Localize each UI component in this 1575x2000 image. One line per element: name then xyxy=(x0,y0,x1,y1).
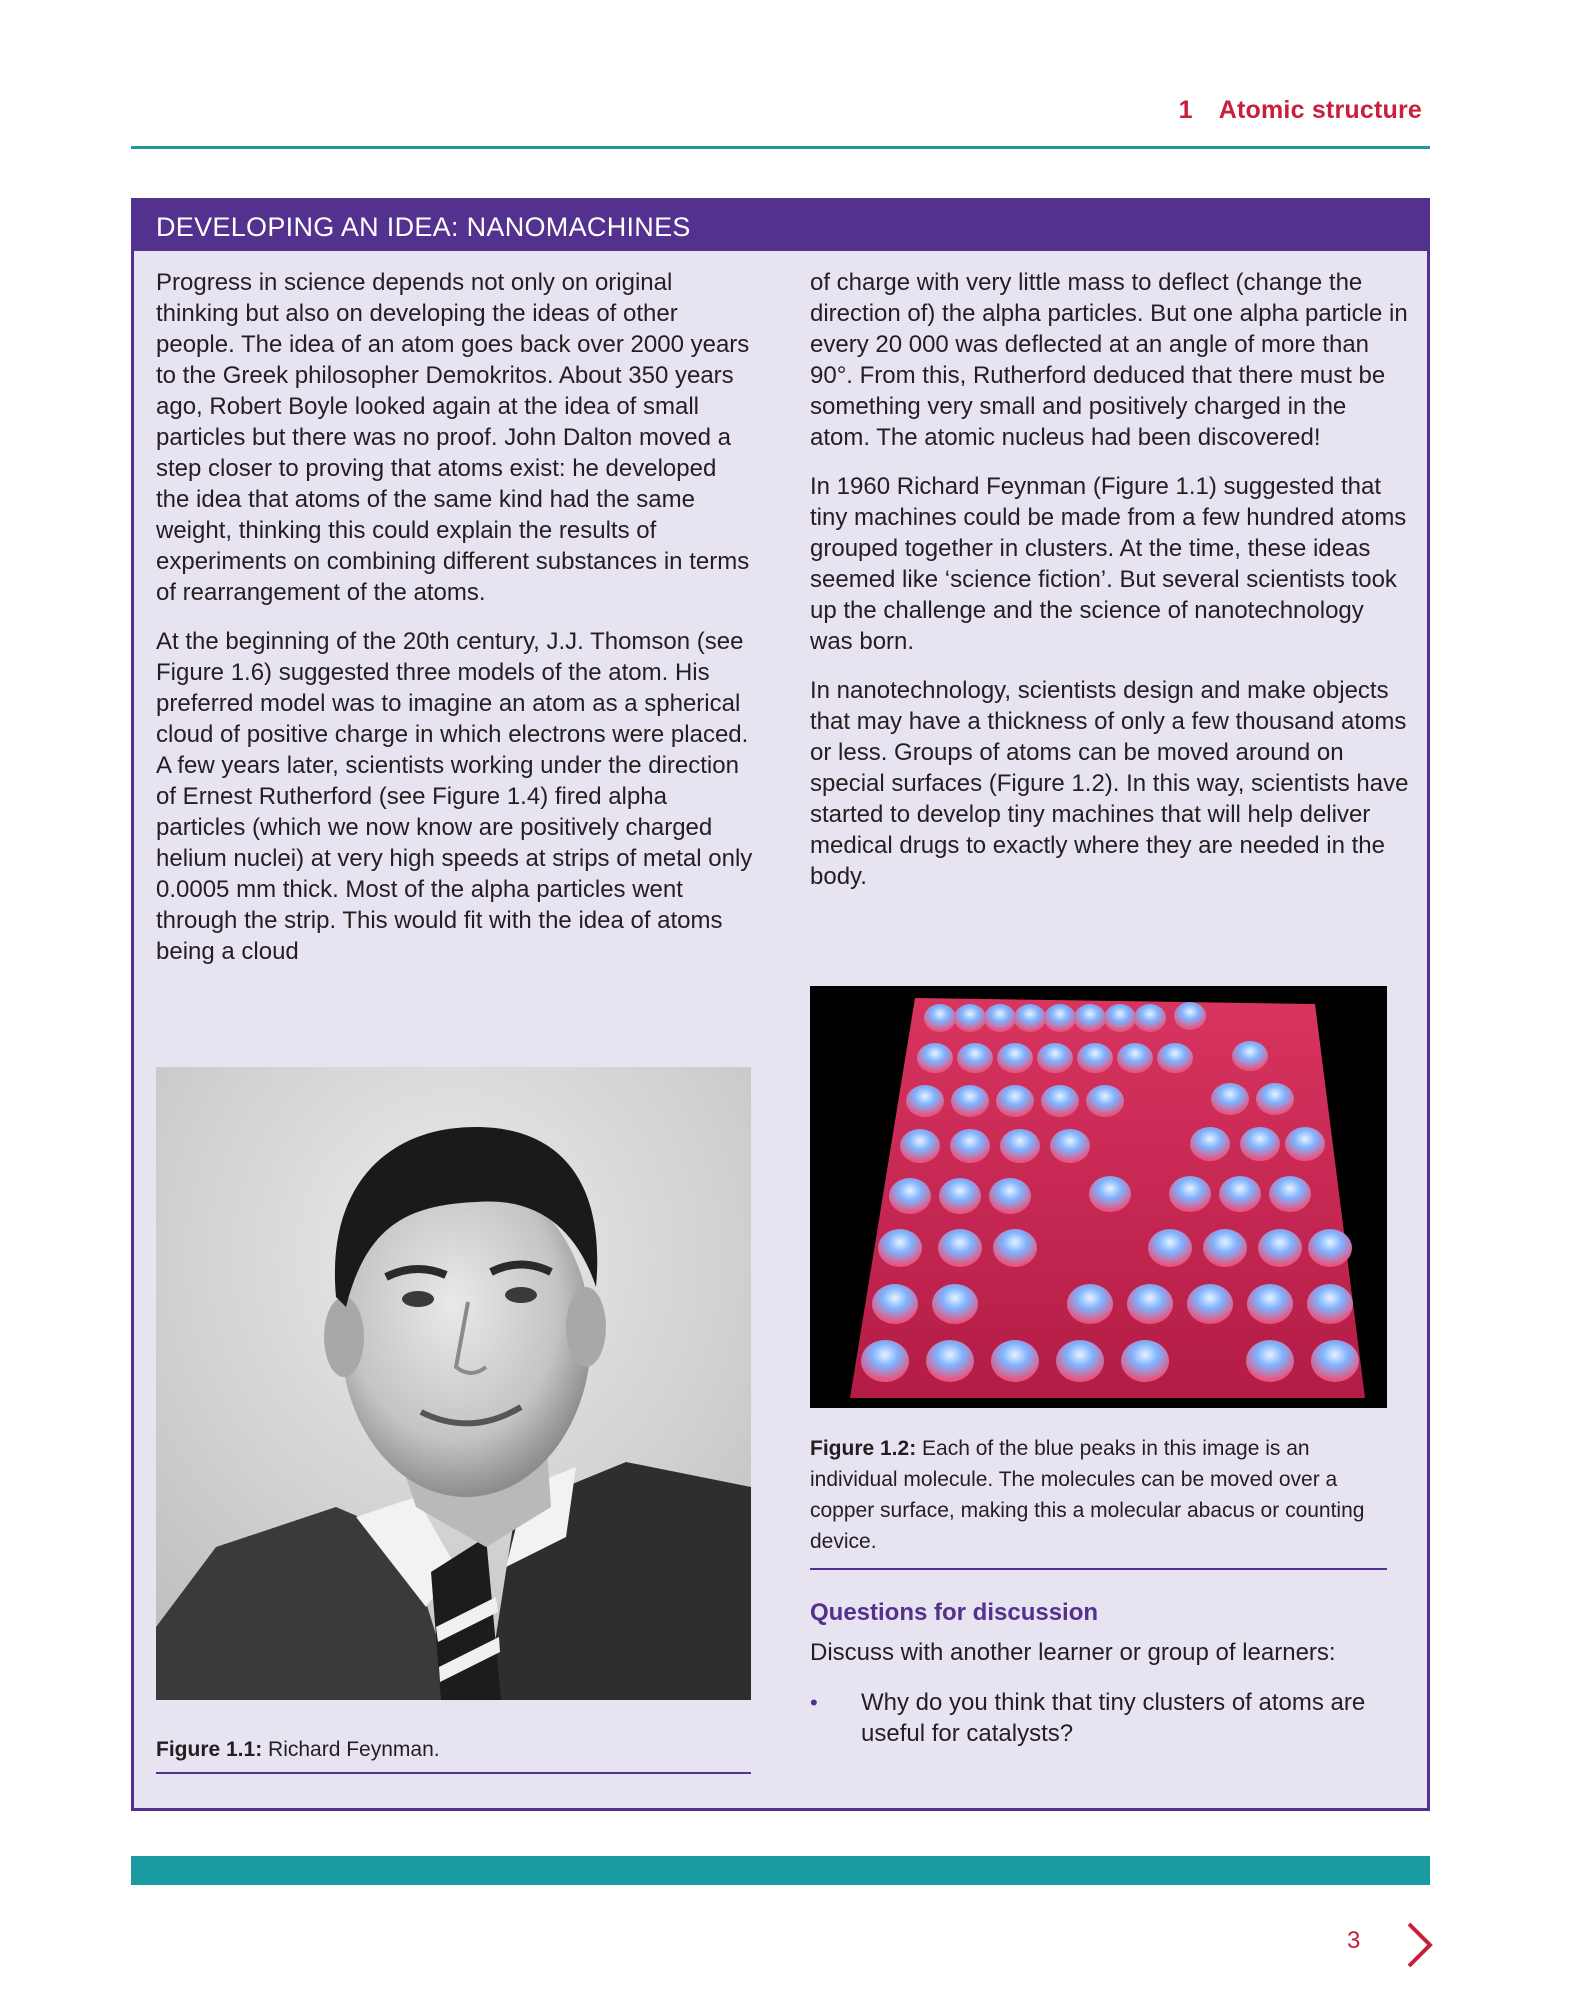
feynman-photo xyxy=(156,1067,751,1700)
feature-box xyxy=(131,198,1430,1811)
figure-1-caption xyxy=(156,1734,751,1765)
chapter-header xyxy=(1179,96,1422,125)
figure-2-caption xyxy=(810,1433,1390,1557)
molecular-abacus-image xyxy=(810,986,1387,1408)
questions-intro: Discuss with another learner or group of learners: xyxy=(810,1639,1336,1666)
paragraph: At the beginning of the 20th century, J.J. Thomson (see Figure 1.6) suggested three models of the atom. His preferred model was to imagine an atom as a spherical cloud of positive charge in which electrons were placed. A few years later, scientists working under the direction of Ernest Rutherford (see Figure 1.4) fired alpha particles (which we now know are positively charged helium nuclei) at very high speeds at strips of metal only 0.0005 mm thick. Most of the alpha particles went through the strip. This would fit with the idea of atoms being a cloud xyxy=(156,628,753,965)
box-title: DEVELOPING AN IDEA: NANOMACHINES xyxy=(134,201,1427,251)
chapter-title: Atomic structure xyxy=(1218,96,1422,124)
question-text: Why do you think that tiny clusters of atoms are useful for catalysts? xyxy=(861,1689,1366,1747)
page-number: 3 xyxy=(1347,1927,1361,1954)
figure-label: Figure 1.2: xyxy=(810,1437,917,1460)
questions-title: Questions for discussion xyxy=(810,1599,1099,1626)
footer-bar xyxy=(131,1856,1430,1885)
bullet-icon: • xyxy=(810,1690,818,1715)
caption-rule xyxy=(156,1772,751,1774)
paragraph: Progress in science depends not only on original thinking but also on developing the ideas of other people. The idea of an atom goes back over 2000 years to the Greek philosopher Demokritos. About 350 years ago, Robert Boyle looked again at the idea of small particles but there was no proof. John Dalton moved a step closer to proving that atoms exist: he developed the idea that atoms of the same kind had the same weight, thinking this could explain the results of experiments on combining different substances in terms of rearrangement of the atoms. xyxy=(156,269,750,606)
paragraph: In 1960 Richard Feynman (Figure 1.1) suggested that tiny machines could be made from a few hundred atoms grouped together in clusters. At the time, these ideas seemed like ‘science fiction’. But several scientists took up the challenge and the science of nanotechnology was born. xyxy=(810,473,1407,655)
chevron-right-icon[interactable] xyxy=(1404,1920,1434,1970)
left-column xyxy=(156,267,756,985)
header-rule xyxy=(131,146,1430,149)
figure-label: Figure 1.1: xyxy=(156,1738,263,1761)
right-column xyxy=(810,267,1410,910)
caption-rule xyxy=(810,1568,1387,1570)
figure-caption-text: Each of the blue peaks in this image is an individual molecule. The molecules can be moved over a copper surface, making this a molecular abacus or counting device. xyxy=(810,1437,1365,1553)
figure-caption-text: Richard Feynman. xyxy=(262,1738,440,1761)
paragraph: In nanotechnology, scientists design and make objects that may have a thickness of only a few thousand atoms or less. Groups of atoms can be moved around on special surfaces (Figure 1.2). In this way, scientists have started to develop tiny machines that will help deliver medical drugs to exactly where they are needed in the body. xyxy=(810,677,1409,890)
paragraph: of charge with very little mass to deflect (change the direction of) the alpha particles. But one alpha particle in every 20 000 was deflected at an angle of more than 90°. From this, Rutherford deduced that there must be something very small and positively charged in the atom. The atomic nucleus had been discovered! xyxy=(810,269,1408,451)
chapter-number: 1 xyxy=(1178,96,1193,124)
